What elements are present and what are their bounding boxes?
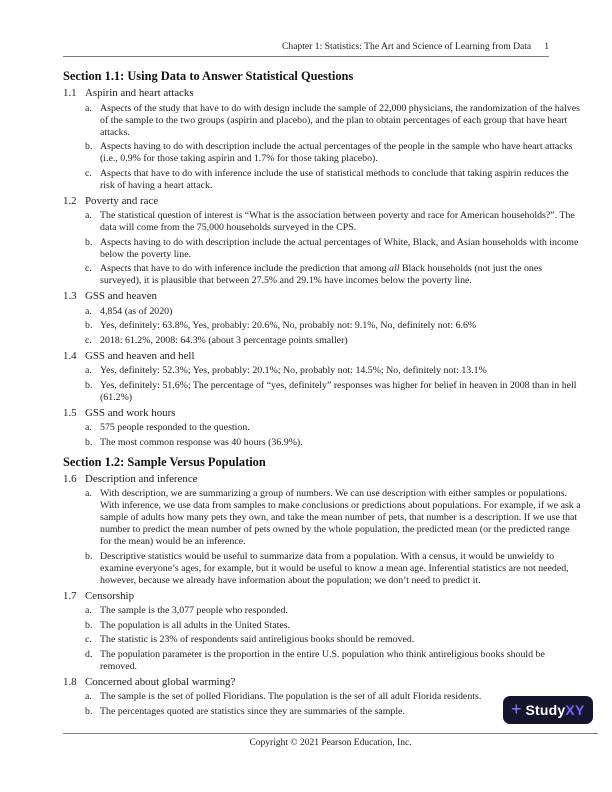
item-text: The sample is the 3,077 people who responded.: [100, 605, 288, 616]
problem-number: 1.3: [63, 290, 77, 302]
running-header-title: Chapter 1: Statistics: The Art and Science of Learning from Data: [282, 41, 532, 52]
answer-item: [85, 634, 582, 646]
answer-item: [85, 168, 582, 192]
item-text: Aspects of the study that have to do with design include the sample of 22,000 physicians, the randomization of the halves of the sample to the two groups (aspirin and placebo), and the plan to obtain percentages of each group that have heart attacks.: [100, 102, 580, 138]
problem-title: [63, 676, 582, 689]
answer-item: [85, 306, 582, 318]
item-text: Yes, definitely: 51.6%; The percentage of “yes, definitely” responses was higher for belief in heaven in 2008 than in hell (61.2%): [100, 379, 577, 403]
problem-1-3: [63, 290, 582, 347]
copyright-text: Copyright © 2021 Pearson Education, Inc.: [249, 738, 412, 748]
answer-item: [85, 263, 582, 287]
problem-number: 1.5: [63, 406, 77, 419]
item-label: b.: [85, 550, 93, 562]
item-text: The population is all adults in the United States.: [100, 619, 291, 631]
item-text: Aspects having to do with description include the actual percentages of the people in the sample who have heart attacks (i.e., 0.9% for those taking aspirin and 1.7% for those taking placebo).: [100, 141, 573, 164]
item-text: The population parameter is the proportion in the entire U.S. population who think antireligious books should be removed.: [100, 648, 545, 672]
item-text: 4,854 (as of 2020): [100, 305, 173, 317]
problem-title: [63, 473, 582, 486]
page-number: 1: [544, 41, 549, 52]
problem-1-5: [63, 407, 582, 449]
problem-name: Concerned about global warming?: [85, 675, 236, 688]
item-text: The percentages quoted are statistics since they are summaries of the sample.: [100, 705, 405, 717]
problem-1-7: [63, 590, 582, 673]
answer-item: [85, 605, 582, 617]
item-label: c.: [85, 634, 92, 645]
problem-number: 1.2: [63, 194, 77, 207]
plus-icon: +: [511, 699, 522, 719]
answer-item: [85, 141, 582, 165]
problem-1-4: [63, 350, 582, 404]
answer-item: [85, 103, 582, 139]
answer-item: [85, 422, 582, 434]
item-label: c.: [85, 167, 92, 179]
problem-number: 1.4: [63, 349, 77, 362]
item-text: Descriptive statistics would be useful to summarize data from a population. With a census, it would be unwieldy to examine everyone’s ages, for example, but it would be useful to know a mean age. Inferential statistics are not needed, however, because we already have information about the population; we don’t need to predict it.: [100, 550, 569, 586]
item-text-segment: Black households (not just the ones surveyed), it is plausible that between 27.5% and 29.1% have incomes below the poverty line.: [100, 263, 543, 286]
answer-item: [85, 551, 582, 587]
item-label: c.: [85, 334, 92, 346]
page-footer: [63, 733, 598, 749]
item-label: a.: [85, 691, 92, 702]
studyxy-watermark-badge[interactable]: [503, 696, 593, 724]
problem-title: [63, 350, 582, 363]
item-text: The sample is the set of polled Floridians. The population is the set of all adult Florida residents.: [100, 691, 482, 702]
item-label: a.: [85, 605, 92, 616]
brand-study-label: Study: [525, 702, 566, 718]
item-label: a.: [85, 305, 92, 317]
item-text: With description, we are summarizing a group of numbers. We can use description with either samples or populations. With inference, we use data from samples to make conclusions or predictions about populations. For example, if we ask a sample of adults how many pets they own, and take the mean number of pets, that number is a description. If we use that number to predict the mean number of pets owned by the whole population, the predicted mean (or the predicted range for the mean) would be an inference.: [100, 488, 581, 547]
item-label: d.: [85, 648, 93, 660]
item-text: 575 people responded to the question.: [100, 422, 250, 433]
problem-name: GSS and work hours: [85, 406, 176, 419]
item-label: a.: [85, 210, 92, 221]
item-label: c.: [85, 263, 92, 274]
answer-item: [85, 488, 582, 548]
problem-title: [63, 290, 582, 303]
problem-title: [63, 407, 582, 420]
problem-name: Censorship: [85, 589, 135, 602]
problem-name: GSS and heaven and hell: [85, 349, 195, 362]
item-label: a.: [85, 102, 92, 114]
item-text: The most common response was 40 hours (36.9%).: [100, 436, 303, 448]
item-text: Yes, definitely: 52.3%; Yes, probably: 20.1%; No, probably not: 14.5%; No, definitely not: 13.1%: [100, 365, 487, 376]
answer-item: [85, 237, 582, 261]
item-text: Yes, definitely: 63.8%, Yes, probably: 20.6%, No, probably not: 9.1%, No, definitely not: 6.6%: [100, 320, 477, 331]
problem-title: [63, 195, 582, 208]
problem-title: [63, 87, 582, 100]
brand-xy-label: XY: [565, 702, 585, 718]
answer-item: [85, 437, 582, 449]
problem-number: 1.7: [63, 589, 77, 602]
problem-number: 1.1: [63, 87, 77, 99]
problem-1-1: [63, 87, 582, 192]
answer-item: [85, 365, 582, 377]
problem-title: [63, 590, 582, 603]
item-label: b.: [85, 236, 93, 248]
item-label: a.: [85, 365, 92, 376]
answer-item: [85, 649, 582, 673]
item-text-segment: Aspects that have to do with inference include the prediction that among: [100, 263, 390, 274]
item-label: b.: [85, 379, 93, 391]
solutions-content: [63, 63, 585, 718]
item-text: The statistic is 23% of respondents said antireligious books should be removed.: [100, 634, 415, 645]
item-label: b.: [85, 320, 93, 331]
problem-1-6: [63, 473, 582, 587]
item-text: [100, 263, 582, 287]
item-label: b.: [85, 141, 93, 152]
problem-number: 1.8: [63, 675, 77, 688]
section-heading: Section 1.2: Sample Versus Population: [63, 454, 266, 469]
problem-number: 1.6: [63, 472, 77, 485]
item-text: Aspects that have to do with inference include the use of statistical methods to conclude that taking aspirin reduces the risk of having a heart attack.: [100, 167, 569, 191]
problem-name: Poverty and race: [85, 194, 159, 207]
page-header: [63, 41, 549, 57]
answer-item: [85, 210, 582, 234]
problem-name: GSS and heaven: [85, 290, 157, 302]
problem-name: Description and inference: [85, 472, 198, 485]
item-label: a.: [85, 422, 92, 433]
item-text: 2018: 61.2%, 2008: 64.3% (about 3 percentage points smaller): [100, 334, 348, 346]
answer-item: [85, 320, 582, 332]
problem-1-2: [63, 195, 582, 288]
item-label: b.: [85, 705, 93, 717]
item-text: The statistical question of interest is “What is the association between poverty and race for American households?”. The data will come from the 75,000 households surveyed in the CPS.: [100, 210, 575, 233]
item-label: a.: [85, 488, 92, 499]
answer-item: [85, 620, 582, 632]
item-text-emphasis: all: [389, 263, 400, 274]
answer-item: [85, 335, 582, 347]
item-label: b.: [85, 436, 93, 448]
item-text: Aspects having to do with description include the actual percentages of White, Black, and Asian households with income below the poverty line.: [100, 236, 579, 260]
answer-item: [85, 380, 582, 404]
item-label: b.: [85, 619, 93, 631]
section-heading: Section 1.1: Using Data to Answer Statistical Questions: [63, 69, 354, 83]
problem-name: Aspirin and heart attacks: [85, 87, 194, 99]
